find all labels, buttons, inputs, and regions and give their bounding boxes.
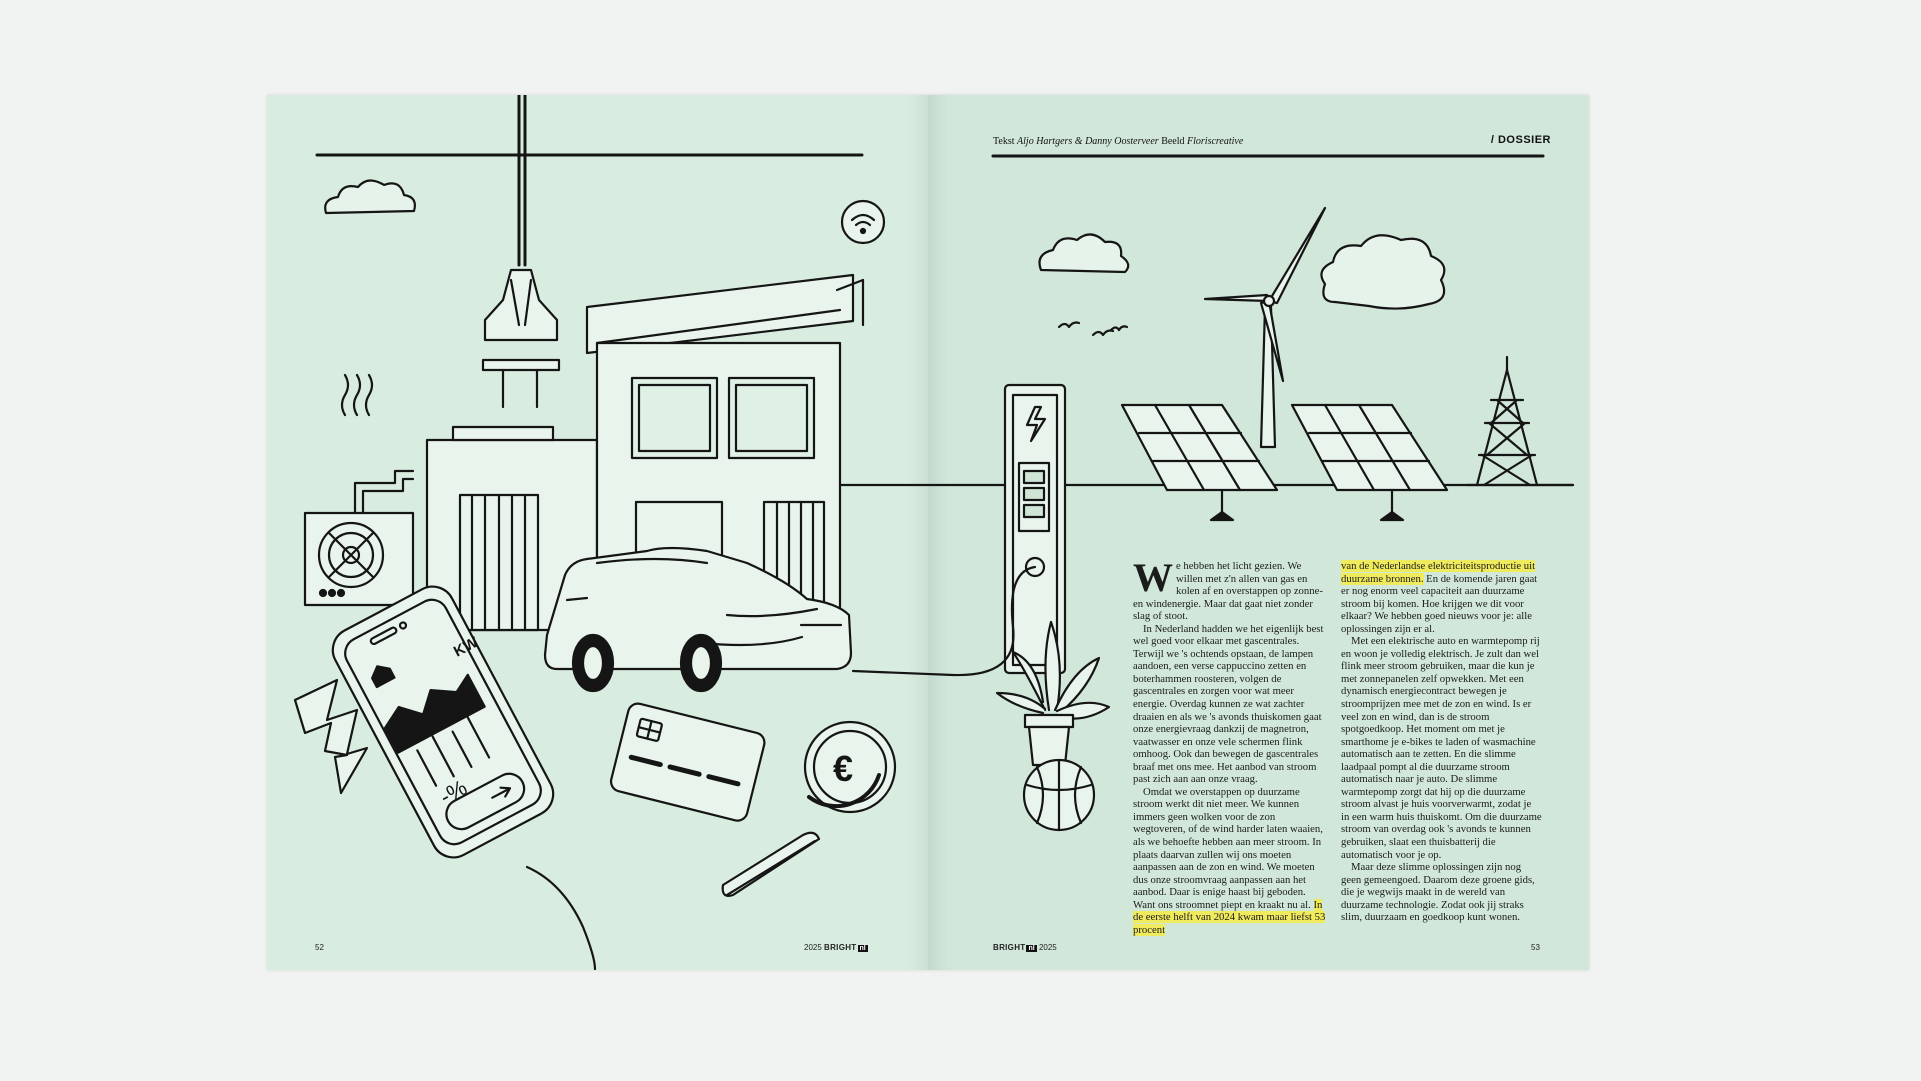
coin-icon [723,833,819,896]
euro-symbol: € [833,748,854,789]
byline [993,136,1243,147]
cloud-icon [325,180,415,213]
power-pylon-icon [1477,357,1537,485]
plant-icon [997,622,1109,830]
article-paragraph: We hebben het licht gezien. We willen met z'n allen van gas en kolen af en overstappen op zonne- en windenergie. Maar dat gaat niet zonder slag of stoot. [1133,555,1323,623]
bird-icon [1093,331,1113,336]
left-footer-brand: 2025 BRIGHT nl [804,943,866,952]
heat-pump-icon [305,375,413,605]
wifi-icon [842,201,884,243]
cloud-icon [1040,234,1129,272]
article-column-1 [1133,555,1330,936]
byline-authors: Aljo Hartgers & Danny Oosterveer [1017,136,1159,147]
bank-card-icon [609,701,767,822]
highlighted-text: van de Nederlandse elektriciteitsproductie uit duurzame bronnen. [1341,560,1536,585]
solar-panel-icon [1122,405,1277,520]
cloud-icon [1321,235,1444,308]
right-footer-brand: BRIGHT nl 2025 [993,943,1057,952]
byline-image-label: Beeld [1161,136,1185,147]
bird-icon [1111,326,1127,330]
drop-cap: W [1133,555,1173,600]
bird-icon [1059,323,1079,328]
article-paragraph: van de Nederlandse elektriciteitsproductie uit duurzame bronnen. En de komende jaren gaat er nog enorm veel capaciteit aan duurzame stroom bij komen. Hoe krijgen we dit voor elkaar? We hebben goed nieuws voor je: alle oplossingen zijn er al. [1341,560,1538,635]
phone-cable [527,867,595,969]
percent-label: -% [435,774,472,810]
article-paragraph: Omdat we overstappen op duurzame stroom werkt dit niet meer. We kunnen immers geen wolken voor de zon wegtoveren, of de wind harder laten waaien, als we behoefte hebben aan meer stroom. In plaats daarvan zullen wij ons moeten aanpassen aan de zon en wind. We moeten dus onze stroomvraag aanpassen aan het aanbod. Daar is enige haast bij geboden. Want ons stroomnet piept en kraakt nu al. In de eerste helft van 2024 kwam maar liefst 53 procent [1133,785,1326,936]
byline-text-label: Tekst [993,136,1015,147]
article-paragraph: Met een elektrische auto en warmtepomp rij en woon je volledig elektrisch. Je zult dan wel flink meer stroom gebruiken, maar die kun je met zonnepanelen zelf opwekken. Met een dynamisch energiecontract bewegen je stroomprijzen mee met de zon en wind. Is er veel zon en wind, dan is de stroom spotgoedkoop. Het moment om met je smarthome je e-bikes te laden of wasmachine automatisch aan te zetten. En die slimme laadpaal pompt al die duurzame stroom automatisch naar je auto. De slimme warmtepomp zorgt dat hij op die duurzame stroom alvast je huis voorverwarmt, zodat je in een warm huis thuiskomt. Om die duurzame stroom van overdag ook 's avonds te kunnen gebruiken, slaat een thuisbatterij die automatisch voor je op. [1341,635,1542,861]
article-paragraph: Maar deze slimme oplossingen zijn nog geen gemeengoed. Daarom deze groene gids, die je wegwijs maakt in de wereld van duurzame technologie. Zodat ook jij straks slim, duurzaam en goedkoop kunt wonen. [1341,861,1535,924]
highlighted-text: In de eerste helft van 2024 kwam maar liefst 53 procent [1133,898,1326,936]
byline-illustrator: Floriscreative [1187,136,1244,147]
ev-charger-icon [853,385,1065,675]
plug-icon [483,270,559,407]
kw-label: KW [450,633,481,661]
right-page-number: 53 [1531,943,1540,952]
section-tag: / DOSSIER [1490,134,1551,146]
left-page-number: 52 [315,943,324,952]
article-column-2 [1341,560,1542,924]
solar-panel-icon [1292,405,1447,520]
magazine-spread [267,95,1589,970]
article-paragraph: In Nederland hadden we het eigenlijk best wel goed voor elkaar met gascentrales. Terwijl we 's ochtends opstaan, de lampen aandoen, een verse cappuccino zetten en boterhammen roosteren, volgen de gascentrales en zorgen voor wat meer energie. Overdag kunnen ze wat zachter draaien en als we 's avonds thuiskomen gaat onze energievraag dankzij de magnetron, vaatwasser en onze vele schermen flink omhoog. Ook dan bewegen de gascentrales braaf met ons mee. Het aanbod van stroom past zich aan aan onze vraag. [1133,622,1324,786]
